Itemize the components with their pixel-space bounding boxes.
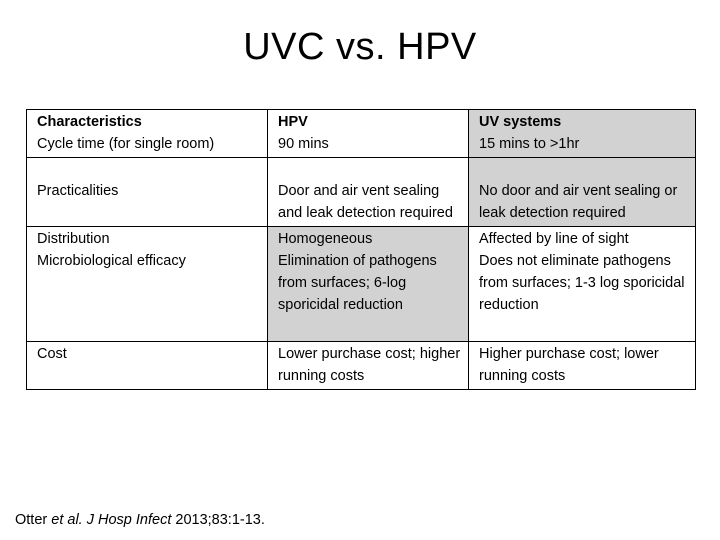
- reference-citation: [15, 512, 265, 528]
- table-cell-text: 90 mins: [278, 136, 329, 152]
- table-cell-text: Cost: [37, 346, 67, 362]
- table-cell: [469, 342, 696, 390]
- table-cell: [27, 158, 268, 227]
- table-cell: [268, 158, 469, 227]
- table-cell-text: 15 mins to >1hr: [479, 136, 580, 152]
- table-cell-text: Higher purchase cost; lower running costs: [479, 346, 659, 384]
- table-cell-text: Cycle time (for single room): [37, 136, 215, 152]
- table-cell-text: Practicalities: [37, 183, 119, 199]
- table-cell-text: Affected by line of sight: [479, 231, 629, 247]
- table-row: [27, 227, 696, 342]
- reference-etal: et al.: [51, 512, 83, 528]
- reference-author: Otter: [15, 512, 48, 528]
- table-cell-text: Does not eliminate pathogens from surfaces; 1-3 log sporicidal reduction: [479, 253, 685, 313]
- reference-citation-details: 2013;83:1-13.: [175, 512, 265, 528]
- table-cell-text: Distribution: [37, 231, 110, 247]
- table-cell: [27, 110, 268, 158]
- table-cell-text: Door and air vent sealing and leak detection required: [278, 183, 453, 221]
- reference-journal: J Hosp Infect: [86, 512, 172, 528]
- table-header-hpv: HPV: [278, 114, 308, 130]
- table-row: [27, 110, 696, 158]
- table-cell: [268, 227, 469, 342]
- table-cell: [469, 227, 696, 342]
- table-row: [27, 342, 696, 390]
- table-header-uv-systems: UV systems: [479, 114, 562, 130]
- comparison-table: [26, 109, 696, 390]
- table-cell-text: No door and air vent sealing or leak detection required: [479, 183, 678, 221]
- table-cell-text: Homogeneous: [278, 231, 373, 247]
- table-cell: [268, 110, 469, 158]
- table-header-characteristics: Characteristics: [37, 114, 142, 130]
- table-cell: [27, 227, 268, 342]
- table-cell: [469, 110, 696, 158]
- table-cell: [469, 158, 696, 227]
- table-cell-text: Lower purchase cost; higher running costs: [278, 346, 461, 384]
- table-cell: [268, 342, 469, 390]
- table-cell: [27, 342, 268, 390]
- slide-title: UVC vs. HPV: [243, 26, 477, 68]
- table-cell-text: Microbiological efficacy: [37, 253, 186, 269]
- table-row: [27, 158, 696, 227]
- table-cell-text: Elimination of pathogens from surfaces; 6-log sporicidal reduction: [278, 253, 437, 313]
